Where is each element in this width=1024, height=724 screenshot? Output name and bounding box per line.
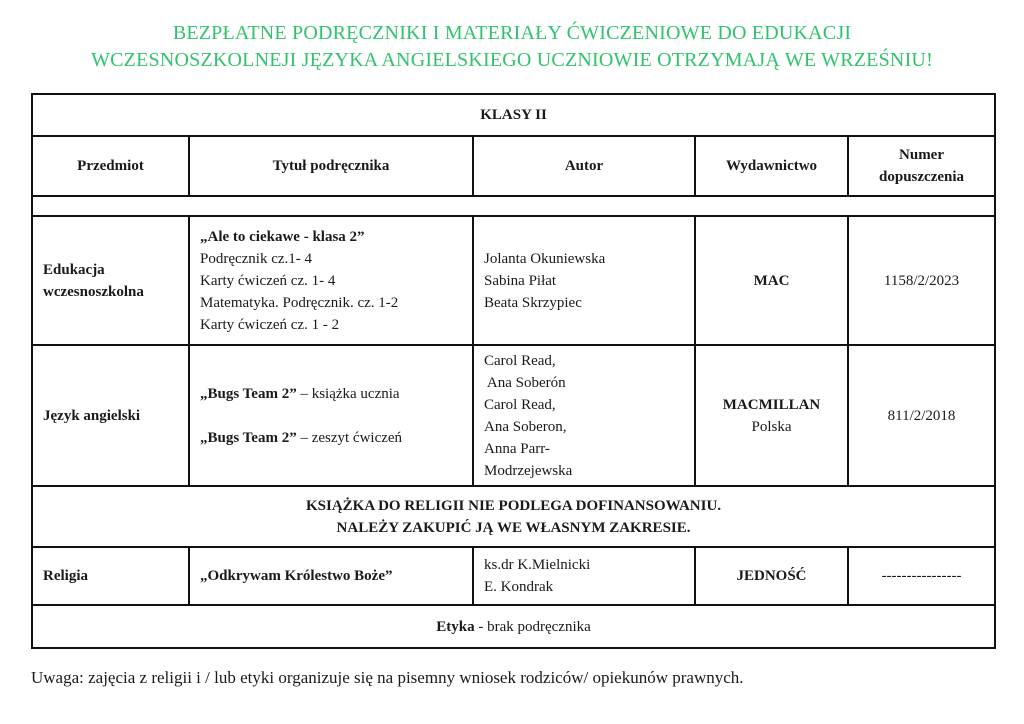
book-title-suffix: – zeszyt ćwiczeń xyxy=(296,429,403,446)
author-name: Ana Soberon, xyxy=(484,418,567,435)
spacer-row xyxy=(32,196,995,216)
author-name: Carol Read, xyxy=(484,396,556,413)
author-cell xyxy=(473,547,695,605)
spacer xyxy=(200,405,462,427)
book-item: Matematyka. Podręcznik. cz. 1-2 xyxy=(200,294,399,311)
spacer-cell xyxy=(32,196,995,216)
book-title: „Bugs Team 2” xyxy=(200,385,297,402)
author-name: Beata Skrzypiec xyxy=(484,294,582,311)
author-name: Ana Soberón xyxy=(484,374,566,391)
book-title: „Bugs Team 2” xyxy=(200,429,297,446)
author-cell xyxy=(473,216,695,345)
ethics-text: - brak podręcznika xyxy=(474,618,591,635)
book-title-suffix: – książka ucznia xyxy=(296,385,400,402)
book-item: Podręcznik cz.1- 4 xyxy=(200,250,313,267)
title-cell xyxy=(189,345,473,486)
subject-cell: Język angielski xyxy=(32,345,189,486)
religion-note-line-1: KSIĄŻKA DO RELIGII NIE PODLEGA DOFINANSOWANIU. xyxy=(305,497,722,514)
author-name: Carol Read, xyxy=(484,352,556,369)
publisher-name: MACMILLAN xyxy=(722,396,821,413)
title-line-1: BEZPŁATNE PODRĘCZNIKI I MATERIAŁY ĆWICZENIOWE DO EDUKACJI xyxy=(172,22,852,44)
number-cell: 1158/2/2023 xyxy=(848,216,995,345)
subject-cell xyxy=(32,216,189,345)
religion-note-row xyxy=(32,486,995,547)
header-number xyxy=(848,136,995,196)
author-name: Jolanta Okuniewska xyxy=(484,250,606,267)
header-number-line-1: Numer xyxy=(899,147,945,163)
title-cell: „Odkrywam Królestwo Boże” xyxy=(189,547,473,605)
footer-note: Uwaga: zajęcia z religii i / lub etyki organizuje się na pisemny wniosek rodziców/ opiekunów prawnych. xyxy=(31,668,744,687)
book-title-line xyxy=(200,427,462,449)
number-cell: ---------------- xyxy=(848,547,995,605)
textbook-table xyxy=(31,93,996,649)
title-cell xyxy=(189,216,473,345)
religion-note xyxy=(32,486,995,547)
header-author: Autor xyxy=(473,136,695,196)
book-item: Karty ćwiczeń cz. 1- 4 xyxy=(200,272,336,289)
publisher-sub: Polska xyxy=(751,418,792,435)
publisher-cell: JEDNOŚĆ xyxy=(695,547,848,605)
subject-line-1: Edukacja xyxy=(43,261,105,278)
header-row xyxy=(32,136,995,196)
ethics-label: Etyka xyxy=(436,618,475,635)
book-title: „Ale to ciekawe - klasa 2” xyxy=(200,228,365,245)
header-title: Tytuł podręcznika xyxy=(189,136,473,196)
header-publisher: Wydawnictwo xyxy=(695,136,848,196)
author-name: ks.dr K.Mielnicki xyxy=(484,557,591,573)
subject-cell: Religia xyxy=(32,547,189,605)
section-row xyxy=(32,94,995,136)
ethics-row xyxy=(32,605,995,648)
religion-note-line-2: NALEŻY ZAKUPIĆ JĄ WE WŁASNYM ZAKRESIE. xyxy=(336,519,691,536)
header-number-line-2: dopuszczenia xyxy=(879,169,965,185)
author-name: E. Kondrak xyxy=(484,579,554,595)
author-name: Anna Parr- xyxy=(484,440,550,457)
book-title-line xyxy=(200,383,462,405)
section-header: KLASY II xyxy=(32,94,995,136)
publisher-cell: MAC xyxy=(695,216,848,345)
page-title xyxy=(0,20,1024,74)
author-name: Modrzejewska xyxy=(484,462,573,479)
book-item: Karty ćwiczeń cz. 1 - 2 xyxy=(200,316,340,333)
table-row xyxy=(32,345,995,486)
title-line-2: WCZESNOSZKOLNEJI JĘZYKA ANGIELSKIEGO UCZNIOWIE OTRZYMAJĄ WE WRZEŚNIU! xyxy=(91,49,933,71)
table-row xyxy=(32,547,995,605)
author-cell xyxy=(473,345,695,486)
author-name: Sabina Piłat xyxy=(484,272,557,289)
number-cell: 811/2/2018 xyxy=(848,345,995,486)
ethics-cell xyxy=(32,605,995,648)
subject-line-2: wczesnoszkolna xyxy=(43,283,144,300)
publisher-cell xyxy=(695,345,848,486)
header-subject: Przedmiot xyxy=(32,136,189,196)
table-row xyxy=(32,216,995,345)
